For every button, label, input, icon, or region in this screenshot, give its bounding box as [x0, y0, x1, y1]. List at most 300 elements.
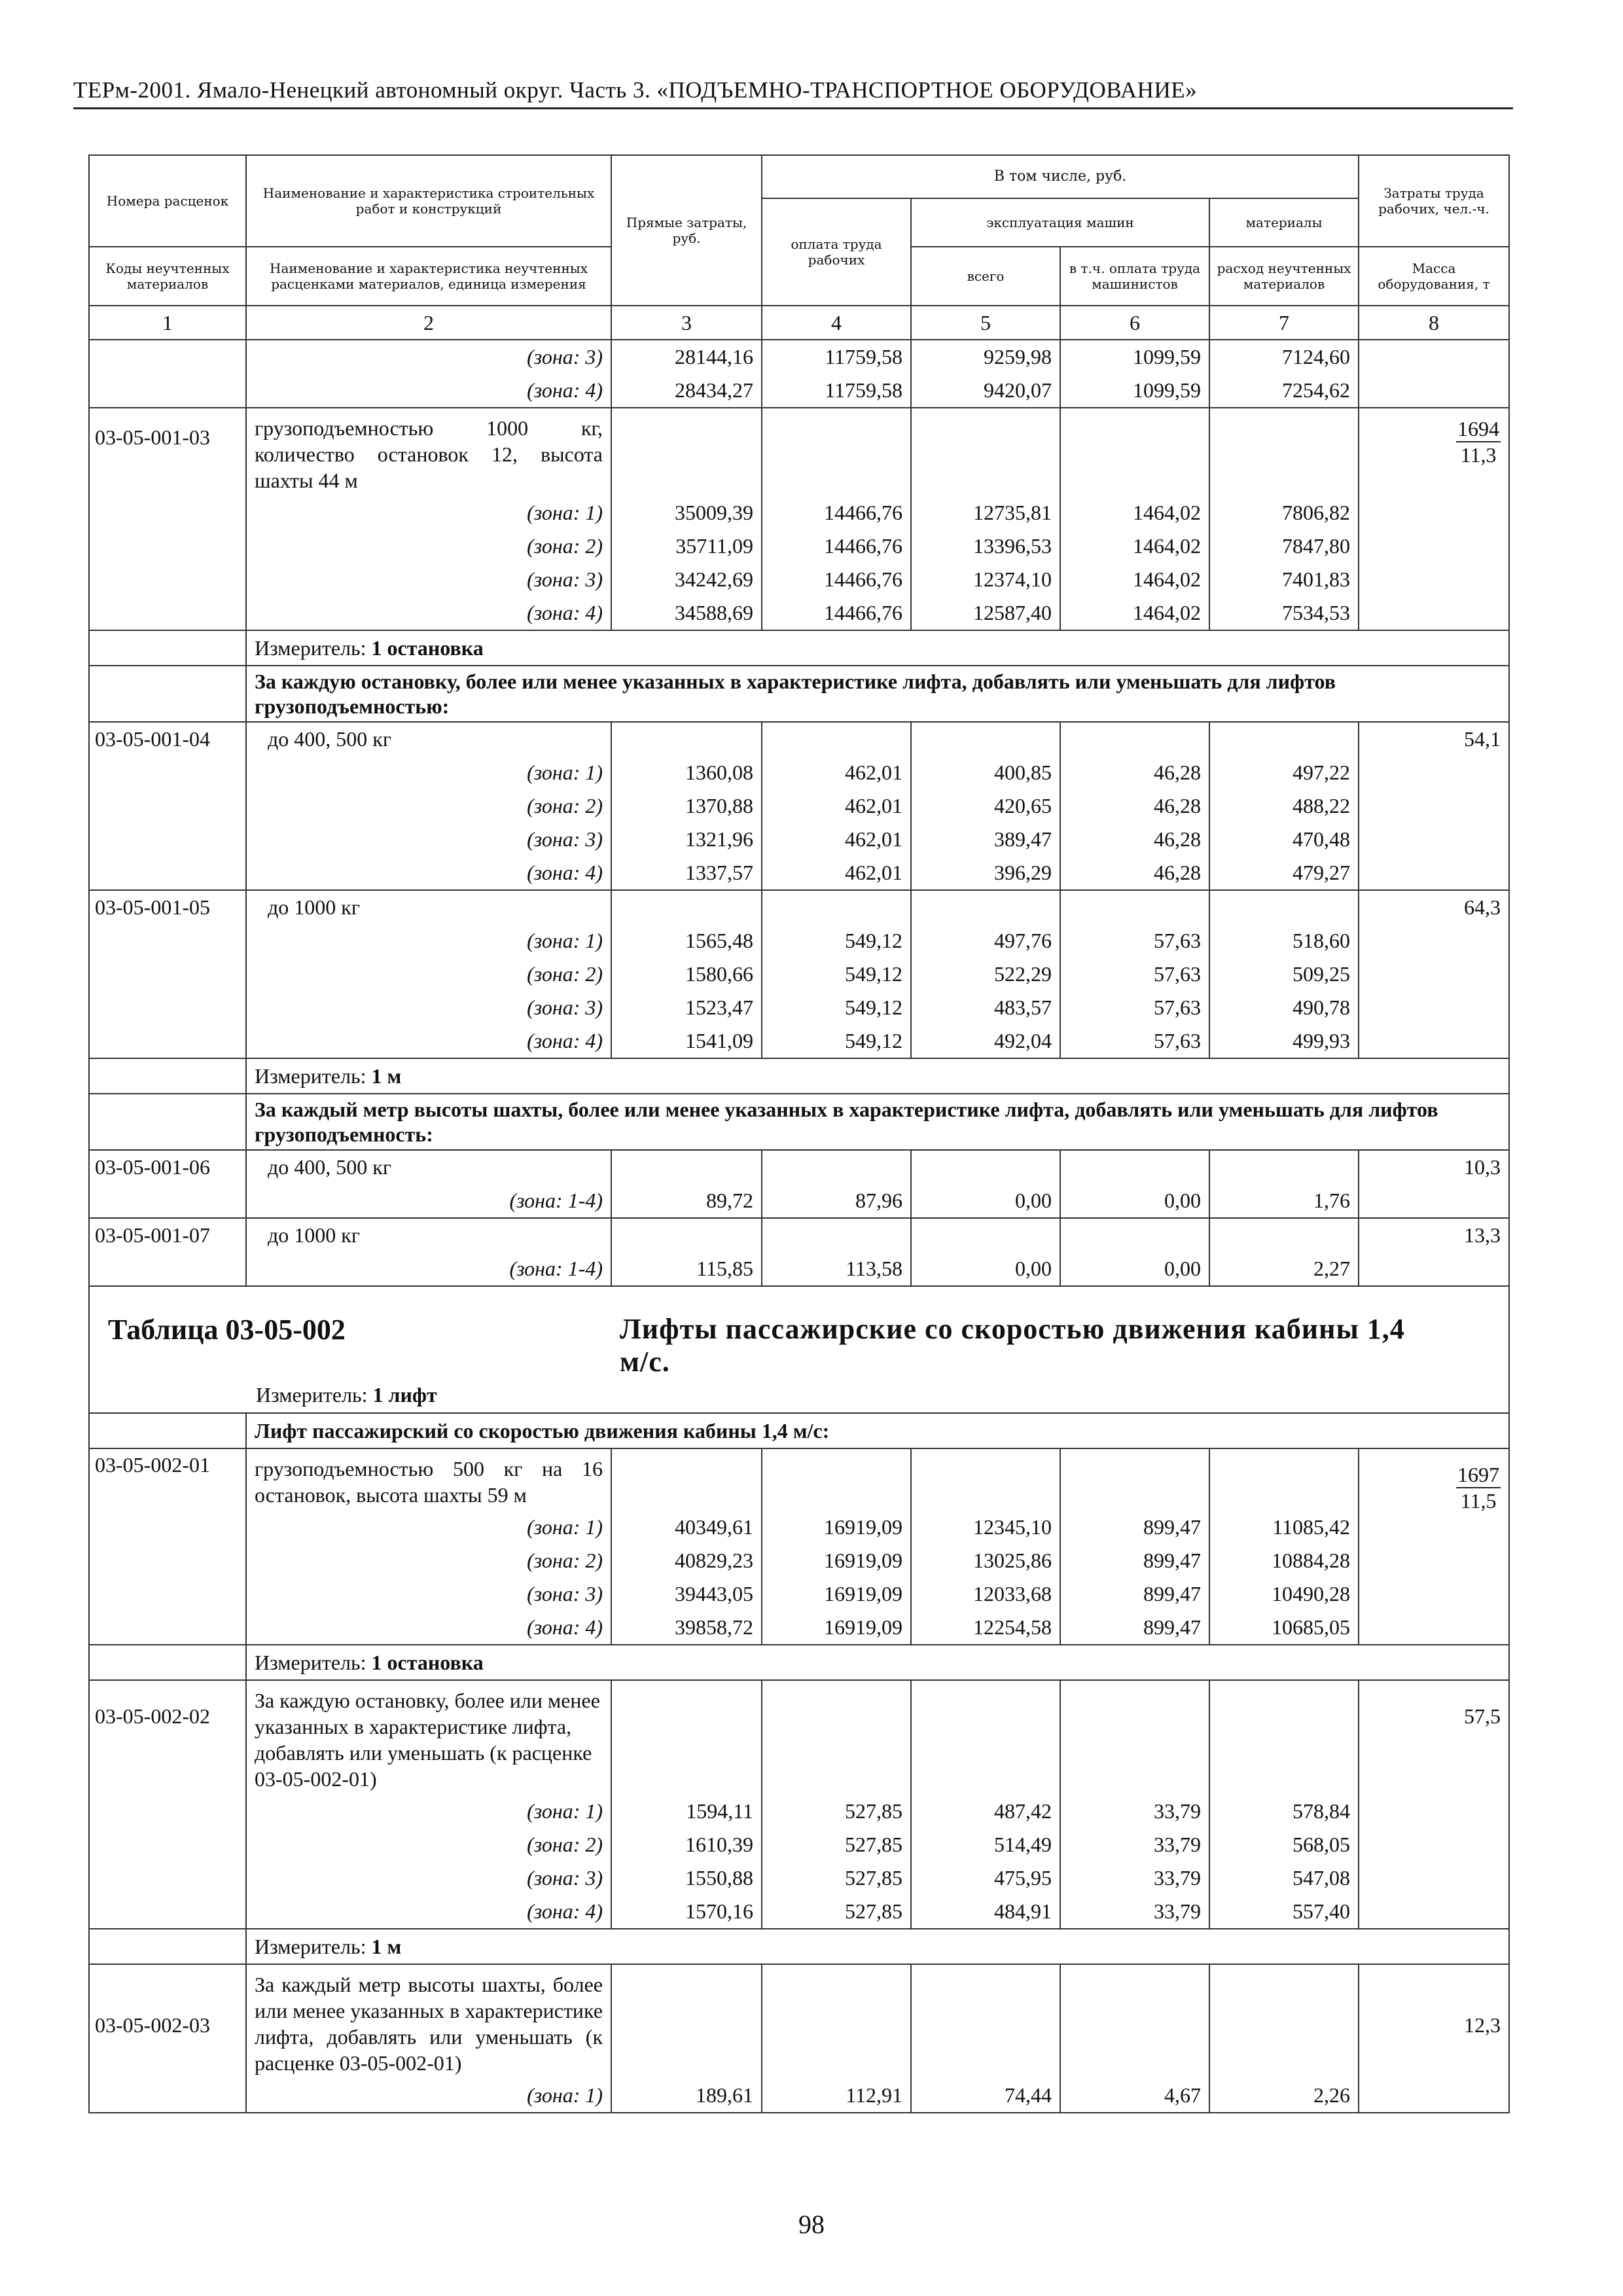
value: 11759,58: [825, 378, 902, 402]
value: 396,29: [994, 861, 1052, 884]
value: 35711,09: [675, 534, 753, 558]
operators-pay-values: [1060, 1150, 1209, 1218]
value: 420,65: [994, 794, 1052, 817]
mass-value: 10,3: [1359, 1150, 1509, 1218]
value: 483,57: [994, 996, 1052, 1019]
rate-row-03-05-001-03: [89, 408, 1509, 630]
column-number: 5: [911, 306, 1060, 340]
empty-code-cell: [89, 340, 246, 408]
value: 490,78: [1293, 996, 1351, 1019]
worker-pay-values: [762, 340, 911, 408]
measure-cell: [246, 630, 1509, 666]
zone-label: (зона: 2): [527, 794, 603, 817]
materials-values: [1209, 1218, 1359, 1286]
value: 14466,76: [824, 567, 902, 591]
zone-label: (зона: 1): [527, 761, 603, 784]
rate-description-cell: [246, 408, 611, 630]
measure-prefix: Измеритель:: [255, 1935, 366, 1958]
rate-description-cell: [246, 722, 611, 890]
rate-code: 03-05-001-06: [89, 1150, 246, 1218]
rate-description: За каждый метр высоты шахты, более или менее указанных в характеристике лифта, добавлять или уменьшать (к расценке 03-05-002-01): [255, 1973, 603, 2075]
value: 7806,82: [1282, 501, 1351, 524]
value: 475,95: [994, 1866, 1052, 1890]
zone-labels: [246, 340, 611, 408]
measure-unit: 1 лифт: [372, 1383, 437, 1407]
value: 33,79: [1154, 1799, 1201, 1823]
zone-label: (зона: 4): [527, 601, 603, 624]
value: 12587,40: [973, 601, 1052, 624]
rate-row-03-05-002-03: [89, 1964, 1509, 2113]
direct-costs-values: [611, 408, 762, 630]
value: 12033,68: [973, 1582, 1052, 1605]
mass-cell: [1359, 1448, 1509, 1645]
value: 899,47: [1143, 1615, 1201, 1639]
materials-values: [1209, 722, 1359, 890]
section-heading-passenger: Лифт пассажирский со скоростью движения кабины 1,4 м/с:: [246, 1413, 1509, 1448]
zone-label: (зона: 3): [527, 1866, 603, 1890]
operators-pay-values: [1060, 340, 1209, 408]
value: 12374,10: [973, 567, 1052, 591]
zone-label: (зона: 2): [527, 1549, 603, 1572]
machines-total-values: [911, 340, 1060, 408]
mass-value: 11,5: [1460, 1489, 1497, 1513]
rate-description-cell: [246, 1218, 611, 1286]
value: 400,85: [994, 761, 1052, 784]
measure-prefix: Измеритель:: [255, 1064, 366, 1088]
empty-mass-cell: [1359, 340, 1509, 408]
table-title-row: [89, 1286, 1509, 1413]
zone-labels: [255, 2079, 603, 2112]
value: 527,85: [845, 1799, 902, 1823]
value: 46,28: [1154, 761, 1201, 784]
machines-total-values: [911, 1448, 1060, 1645]
value: 16919,09: [824, 1615, 902, 1639]
header-materials: материалы: [1209, 198, 1359, 247]
value: 14466,76: [824, 601, 902, 624]
zone-label: (зона: 3): [527, 996, 603, 1019]
operators-pay-values: [1060, 1964, 1209, 2113]
zone-label: (зона: 3): [527, 827, 603, 851]
value: 2,26: [1313, 2083, 1351, 2107]
machines-total-values: [911, 1680, 1060, 1929]
value: 488,22: [1293, 794, 1351, 817]
rate-description-cell: [246, 1680, 611, 1929]
direct-costs-values: [611, 890, 762, 1058]
section-row: [89, 1094, 1509, 1150]
measure-prefix: Измеритель:: [255, 636, 366, 660]
rate-code: 03-05-001-04: [89, 722, 246, 890]
direct-costs-values: [611, 1680, 762, 1929]
table-heading: Лифты пассажирские со скоростью движения кабины 1,4 м/с.: [620, 1313, 1405, 1378]
value: 16919,09: [824, 1515, 902, 1539]
labor-hours-value: 1694: [1456, 416, 1501, 442]
column-number: 7: [1209, 306, 1359, 340]
value: 112,91: [846, 2083, 902, 2107]
value: 28434,27: [675, 378, 753, 402]
direct-costs-values: [611, 1150, 762, 1218]
value: 522,29: [994, 962, 1052, 986]
value: 57,63: [1154, 929, 1201, 952]
mass-fraction: [1456, 1462, 1501, 1513]
measure-unit: 1 остановка: [371, 636, 484, 660]
value: 57,63: [1154, 962, 1201, 986]
measure-cell: [246, 1058, 1509, 1094]
carryover-row: [89, 340, 1509, 408]
value: 549,12: [845, 962, 902, 986]
empty-code-cell: [89, 1645, 246, 1680]
value: 499,93: [1293, 1029, 1351, 1052]
value: 40349,61: [675, 1515, 753, 1539]
zone-label: (зона: 1): [527, 2083, 603, 2107]
materials-values: [1209, 1680, 1359, 1929]
materials-values: [1209, 408, 1359, 630]
rate-description: до 400, 500 кг: [268, 1155, 391, 1179]
zone-label: (зона: 2): [527, 962, 603, 986]
value: 189,61: [696, 2083, 753, 2107]
rate-description: грузоподъемностью 1000 кг, количество остановок 12, высота шахты 44 м: [255, 416, 603, 492]
value: 11759,58: [825, 345, 902, 368]
value: 9420,07: [984, 378, 1052, 402]
direct-costs-values: [611, 722, 762, 890]
value: 87,96: [855, 1189, 902, 1212]
value: 1594,11: [686, 1799, 753, 1823]
value: 115,85: [696, 1257, 753, 1280]
value: 1523,47: [685, 996, 753, 1019]
mass-value: 57,5: [1359, 1680, 1509, 1929]
header-direct-costs: Прямые затраты, руб.: [611, 155, 762, 306]
machines-total-values: [911, 408, 1060, 630]
materials-values: [1209, 890, 1359, 1058]
header-machines-total: всего: [911, 247, 1060, 306]
rate-code: 03-05-001-03: [89, 408, 246, 630]
column-number: 2: [246, 306, 611, 340]
value: 497,76: [994, 929, 1052, 952]
value: 40829,23: [675, 1549, 753, 1572]
measure-cell: [90, 1380, 1508, 1410]
operators-pay-values: [1060, 722, 1209, 890]
value: 899,47: [1143, 1582, 1201, 1605]
value: 487,42: [994, 1799, 1052, 1823]
value: 1550,88: [685, 1866, 753, 1890]
value: 1464,02: [1133, 601, 1201, 624]
value: 547,08: [1293, 1866, 1351, 1890]
value: 1337,57: [685, 861, 753, 884]
rate-description-cell: [246, 1964, 611, 2113]
rate-code: 03-05-001-05: [89, 890, 246, 1058]
section-heading-stops: За каждую остановку, более или менее указанных в характеристике лифта, добавлять или уменьшать для лифтов грузоподъемностью:: [246, 666, 1509, 722]
value: 509,25: [1293, 962, 1351, 986]
rate-description-cell: [246, 1448, 611, 1645]
measure-row: [89, 1929, 1509, 1964]
column-number: 3: [611, 306, 762, 340]
value: 33,79: [1154, 1866, 1201, 1890]
value: 462,01: [845, 761, 902, 784]
value: 11085,42: [1272, 1515, 1351, 1539]
header-equipment-mass: Масса оборудования, т: [1359, 247, 1509, 306]
value: 7254,62: [1282, 378, 1351, 402]
rate-description-cell: [246, 1150, 611, 1218]
value: 497,22: [1293, 761, 1351, 784]
zone-label: (зона: 2): [527, 534, 603, 558]
value: 28144,16: [675, 345, 753, 368]
value: 1580,66: [685, 962, 753, 986]
rate-description: до 1000 кг: [268, 1223, 360, 1247]
rate-description: За каждую остановку, более или менее указанных в характеристике лифта, добавлять или уменьшать (к расценке 03-05-002-01): [255, 1689, 600, 1791]
header-operators-pay: в т.ч. оплата труда машинистов: [1060, 247, 1209, 306]
direct-costs-values: [611, 340, 762, 408]
value: 33,79: [1154, 1833, 1201, 1856]
measure-row: [89, 1058, 1509, 1094]
value: 33,79: [1154, 1899, 1201, 1923]
value: 35009,39: [675, 501, 753, 524]
rate-row-03-05-001-07: [89, 1218, 1509, 1286]
measure-unit: 1 м: [371, 1064, 402, 1088]
machines-total-values: [911, 1150, 1060, 1218]
operators-pay-values: [1060, 1218, 1209, 1286]
value: 1099,59: [1133, 378, 1201, 402]
zone-label: (зона: 3): [527, 567, 603, 591]
zone-label: (зона: 4): [527, 1899, 603, 1923]
table-number: Таблица 03-05-002: [108, 1314, 346, 1346]
mass-cell: [1359, 408, 1509, 630]
measure-unit: 1 остановка: [371, 1651, 484, 1674]
value: 14466,76: [824, 534, 902, 558]
measure-cell: [246, 1929, 1509, 1964]
value: 39443,05: [675, 1582, 753, 1605]
machines-total-values: [911, 1218, 1060, 1286]
rate-description: до 400, 500 кг: [268, 727, 391, 751]
value: 7534,53: [1282, 601, 1351, 624]
machines-total-values: [911, 722, 1060, 890]
operators-pay-values: [1060, 1448, 1209, 1645]
value: 1360,08: [685, 761, 753, 784]
materials-values: [1209, 340, 1359, 408]
value: 1,76: [1313, 1189, 1351, 1212]
value: 1370,88: [685, 794, 753, 817]
header-rule: [73, 107, 1513, 109]
value: 462,01: [845, 861, 902, 884]
value: 1464,02: [1133, 567, 1201, 591]
pricing-table: [88, 154, 1510, 2113]
header-worker-pay: оплата труда рабочих: [762, 198, 911, 306]
zone-label: (зона: 3): [527, 345, 603, 368]
value: 0,00: [1015, 1189, 1052, 1212]
section-row: [89, 1413, 1509, 1448]
table-title-cell: [89, 1286, 1509, 1413]
value: 0,00: [1164, 1189, 1201, 1212]
header-machine-operation: эксплуатация машин: [911, 198, 1209, 247]
column-number: 8: [1359, 306, 1509, 340]
value: 9259,98: [984, 345, 1052, 368]
worker-pay-values: [762, 722, 911, 890]
mass-value: 64,3: [1359, 890, 1509, 1058]
value: 113,58: [846, 1257, 902, 1280]
value: 1464,02: [1133, 534, 1201, 558]
zone-label: (зона: 1): [527, 929, 603, 952]
mass-value: 11,3: [1460, 443, 1497, 467]
rate-row-03-05-001-05: [89, 890, 1509, 1058]
value: 34588,69: [675, 601, 753, 624]
mass-value: 54,1: [1359, 722, 1509, 890]
mass-fraction: [1456, 416, 1501, 467]
value: 462,01: [845, 827, 902, 851]
measure-unit: 1 м: [371, 1935, 402, 1958]
measure-prefix: Измеритель:: [256, 1383, 368, 1407]
value: 1565,48: [685, 929, 753, 952]
value: 74,44: [1005, 2083, 1052, 2107]
value: 518,60: [1293, 929, 1351, 952]
value: 13396,53: [973, 534, 1052, 558]
empty-code-cell: [89, 1094, 246, 1150]
materials-values: [1209, 1964, 1359, 2113]
operators-pay-values: [1060, 408, 1209, 630]
value: 2,27: [1313, 1257, 1351, 1280]
value: 514,49: [994, 1833, 1052, 1856]
empty-code-cell: [89, 1058, 246, 1094]
value: 1610,39: [685, 1833, 753, 1856]
value: 12254,58: [973, 1615, 1052, 1639]
table-title-block: [90, 1313, 1508, 1378]
rate-code: 03-05-002-01: [89, 1448, 246, 1645]
header-including: В том числе, руб.: [762, 155, 1359, 198]
zone-label: (зона: 2): [527, 1833, 603, 1856]
page-number: 98: [798, 2210, 825, 2239]
column-numbers-row: [89, 306, 1509, 340]
rate-description: до 1000 кг: [268, 895, 360, 919]
value: 479,27: [1293, 861, 1351, 884]
empty-code-cell: [89, 666, 246, 722]
column-number: 4: [762, 306, 911, 340]
value: 0,00: [1015, 1257, 1052, 1280]
mass-value: 12,3: [1359, 1964, 1509, 2113]
zone-labels: [255, 496, 603, 630]
header-material-names: Наименование и характеристика неучтенных расценками материалов, единица измерения: [246, 247, 611, 306]
measure-prefix: Измеритель:: [255, 1651, 366, 1674]
labor-hours-value: 1697: [1456, 1462, 1501, 1488]
zone-label: (зона: 4): [527, 1615, 603, 1639]
value: 12735,81: [973, 501, 1052, 524]
value: 1541,09: [685, 1029, 753, 1052]
value: 549,12: [845, 1029, 902, 1052]
zone-label: (зона: 3): [527, 1582, 603, 1605]
rate-code: 03-05-001-07: [89, 1218, 246, 1286]
rate-description: грузоподъемностью 500 кг на 16 остановок, высота шахты 59 м: [255, 1457, 603, 1507]
zone-label: (зона: 1): [527, 1799, 603, 1823]
value: 10490,28: [1272, 1582, 1351, 1605]
value: 549,12: [845, 996, 902, 1019]
worker-pay-values: [762, 1964, 911, 2113]
mass-value: 13,3: [1359, 1218, 1509, 1286]
value: 389,47: [994, 827, 1052, 851]
value: 10884,28: [1272, 1549, 1351, 1572]
value: 7124,60: [1282, 345, 1351, 368]
empty-code-cell: [89, 1929, 246, 1964]
value: 13025,86: [973, 1549, 1052, 1572]
value: 46,28: [1154, 861, 1201, 884]
value: 4,67: [1164, 2083, 1201, 2107]
value: 14466,76: [824, 501, 902, 524]
value: 39858,72: [675, 1615, 753, 1639]
materials-values: [1209, 1448, 1359, 1645]
zone-label: (зона: 1-4): [509, 1257, 603, 1280]
value: 0,00: [1164, 1257, 1201, 1280]
section-row: [89, 666, 1509, 722]
value: 12345,10: [973, 1515, 1052, 1539]
zone-label: (зона: 4): [527, 861, 603, 884]
zone-labels: [255, 1511, 603, 1644]
measure-row: [89, 630, 1509, 666]
value: 557,40: [1293, 1899, 1351, 1923]
value: 7401,83: [1282, 567, 1351, 591]
materials-values: [1209, 1150, 1359, 1218]
empty-code-cell: [89, 1413, 246, 1448]
worker-pay-values: [762, 1150, 911, 1218]
value: 16919,09: [824, 1582, 902, 1605]
value: 1464,02: [1133, 501, 1201, 524]
worker-pay-values: [762, 1218, 911, 1286]
zone-labels: [255, 1795, 603, 1928]
header-material-codes: Коды неучтенных материалов: [89, 247, 246, 306]
value: 1099,59: [1133, 345, 1201, 368]
value: 57,63: [1154, 996, 1201, 1019]
worker-pay-values: [762, 890, 911, 1058]
empty-code-cell: [89, 630, 246, 666]
direct-costs-values: [611, 1964, 762, 2113]
machines-total-values: [911, 890, 1060, 1058]
value: 527,85: [845, 1833, 902, 1856]
value: 1570,16: [685, 1899, 753, 1923]
measure-row: [89, 1645, 1509, 1680]
value: 527,85: [845, 1899, 902, 1923]
direct-costs-values: [611, 1448, 762, 1645]
rate-row-03-05-002-02: [89, 1680, 1509, 1929]
running-title: ТЕРм-2001. Ямало-Ненецкий автономный округ. Часть 3. «ПОДЪЕМНО-ТРАНСПОРТНОЕ ОБОРУДОВАНИЕ»: [73, 77, 1198, 103]
zone-label: (зона: 4): [527, 1029, 603, 1052]
value: 492,04: [994, 1029, 1052, 1052]
value: 34242,69: [675, 567, 753, 591]
value: 549,12: [845, 929, 902, 952]
value: 46,28: [1154, 827, 1201, 851]
value: 1321,96: [685, 827, 753, 851]
value: 16919,09: [824, 1549, 902, 1572]
header-labor-hours: Затраты труда рабочих, чел.-ч.: [1359, 155, 1509, 247]
column-number: 1: [89, 306, 246, 340]
header-rate-numbers: Номера расценок: [89, 155, 246, 247]
value: 899,47: [1143, 1549, 1201, 1572]
operators-pay-values: [1060, 890, 1209, 1058]
rate-description-cell: [246, 890, 611, 1058]
machines-total-values: [911, 1964, 1060, 2113]
zone-label: (зона: 1): [527, 1515, 603, 1539]
operators-pay-values: [1060, 1680, 1209, 1929]
value: 10685,05: [1272, 1615, 1351, 1639]
value: 46,28: [1154, 794, 1201, 817]
rate-row-03-05-001-04: [89, 722, 1509, 890]
column-number: 6: [1060, 306, 1209, 340]
zone-label: (зона: 1): [527, 501, 603, 524]
rate-row-03-05-001-06: [89, 1150, 1509, 1218]
rate-code: 03-05-002-03: [89, 1964, 246, 2113]
value: 7847,80: [1282, 534, 1351, 558]
header-unaccounted-materials: расход неучтенных материалов: [1209, 247, 1359, 306]
value: 484,91: [994, 1899, 1052, 1923]
value: 578,84: [1293, 1799, 1351, 1823]
rate-row-03-05-002-01: [89, 1448, 1509, 1645]
zone-label: (зона: 4): [527, 378, 603, 402]
worker-pay-values: [762, 1448, 911, 1645]
worker-pay-values: [762, 408, 911, 630]
header-work-name: Наименование и характеристика строительных работ и конструкций: [246, 155, 611, 247]
